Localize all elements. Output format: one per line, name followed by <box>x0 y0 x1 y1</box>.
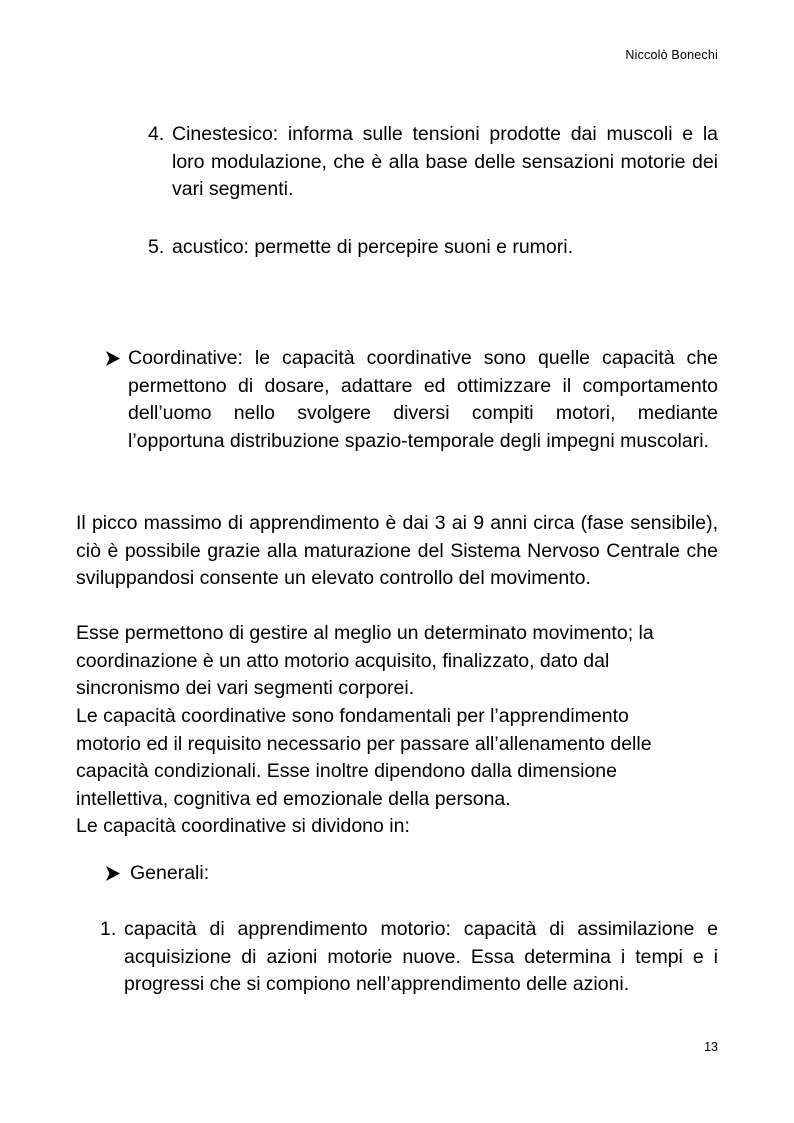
list-item-number: 1. <box>100 918 117 940</box>
paragraph <box>76 703 718 841</box>
list-item-number: 4. <box>148 123 165 145</box>
bullet-item-coordinative <box>106 345 718 455</box>
list-item <box>148 121 718 204</box>
paragraph-line: intellettiva, cognitiva ed emozionale della persona. <box>76 787 511 810</box>
bullet-item-generali <box>106 860 718 890</box>
paragraph: Il picco massimo di apprendimento è dai 3 ai 9 anni circa (fase sensibile), ciò è possibile grazie alla maturazione del Sistema Nervoso Centrale che sviluppandosi consente un elevato controllo del movimento. <box>76 512 718 589</box>
paragraph-line: motorio ed il requisito necessario per passare all’allenamento delle <box>76 732 652 755</box>
arrow-bullet-icon <box>106 351 120 366</box>
list-item-text: capacità di apprendimento motorio: capacità di assimilazione e acquisizione di azioni motorie nuove. Essa determina i tempi e i progressi che si compiono nell’apprendimento delle azioni. <box>124 918 718 995</box>
bullet-item-text: Coordinative: le capacità coordinative sono quelle capacità che permettono di dosare, adattare ed ottimizzare il comportamento dell’uomo nello svolgere diversi compiti motori, mediante l’opportuna distribuzione spazio-temporale degli impegni muscolari. <box>128 347 718 452</box>
list-item <box>100 916 718 999</box>
paragraph-line: sincronismo dei vari segmenti corporei. <box>76 677 415 699</box>
paragraph-line: capacità condizionali. Esse inoltre dipendono dalla dimensione <box>76 760 617 782</box>
paragraph-line: Esse permettono di gestire al meglio un determinato movimento; la <box>76 622 654 644</box>
paragraph <box>76 620 718 703</box>
list-item-text: Cinestesico: informa sulle tensioni prodotte dai muscoli e la loro modulazione, che è alla base delle sensazioni motorie dei vari segmenti. <box>172 123 718 200</box>
list-item-text: acustico: permette di percepire suoni e rumori. <box>172 236 574 258</box>
list-item <box>148 234 718 262</box>
bullet-item-text: Generali: <box>130 862 210 884</box>
paragraph-line: coordinazione è un atto motorio acquisito, finalizzato, dato dal <box>76 649 610 672</box>
arrow-bullet-icon <box>106 866 120 881</box>
paragraph-line: Le capacità coordinative sono fondamentali per l’apprendimento <box>76 705 629 727</box>
page-number: 13 <box>704 1040 718 1054</box>
list-item-number: 5. <box>148 236 165 258</box>
running-header-author: Niccolò Bonechi <box>625 48 718 62</box>
paragraph-line: Le capacità coordinative si dividono in: <box>76 815 410 837</box>
